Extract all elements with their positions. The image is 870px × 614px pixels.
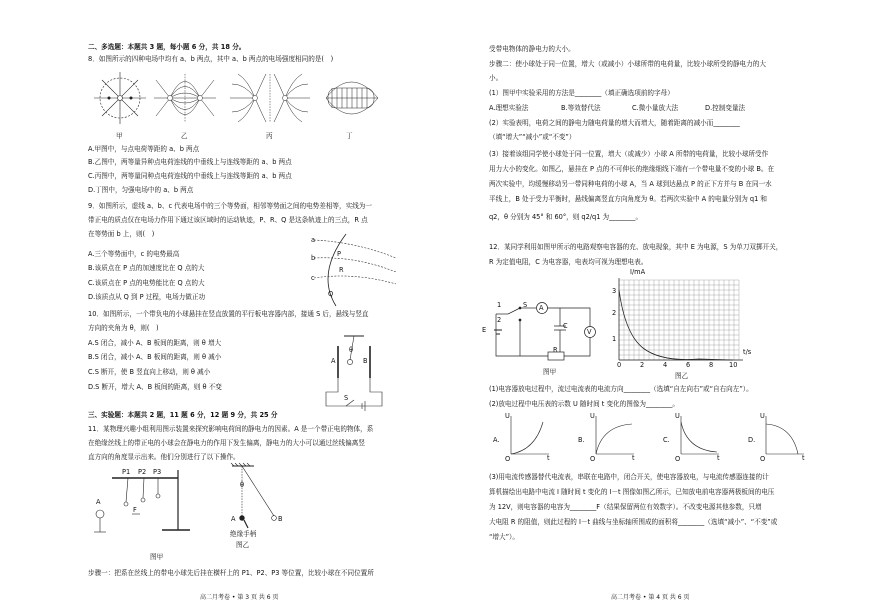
q11-step1: 步骤一：把系在丝线上的带电小球先后挂在横杆上的 P1、P2、P3 等位置，比较小球在不同位置所 — [88, 569, 374, 577]
q10-stem-1: 10．如图所示，一个带负电的小球悬挂在竖直放置的平行板电容器内部，接通 S 后，悬线与竖直 — [88, 310, 369, 318]
q11-stem-2: 在绝缘丝线上的带正电的小球会在静电力的作用下发生偏离，静电力的大小可以通过丝线偏离竖 — [88, 439, 365, 447]
circuit-label-e: E — [482, 326, 487, 334]
q11-fig1-caption: 图甲 — [150, 553, 164, 561]
q9-letter-a: a — [311, 236, 316, 244]
q9-option-a: A.三个等势面中，c 的电势最高 — [88, 250, 180, 258]
q8-label-jia: 甲 — [116, 132, 123, 140]
section3-title: 三、实验题：本题共 2 题，11 题 6 分，12 题 9 分，共 25 分 — [88, 411, 278, 419]
q10-letter-s: S — [344, 394, 349, 402]
q12-stem-1: 12．某同学利用如图甲所示的电路观察电容器的充、放电现象，其中 E 为电源，S 为单刀双掷开关， — [489, 243, 783, 251]
q11-2-line-2: （填“增大”“减小”或“不变”） — [489, 133, 576, 141]
q12-3-line-4: 大电阻 R 的阻值，则此过程的 I－t 曲线与坐标轴所围成的面积将________（选填“减小”、“不变”或 — [489, 518, 778, 526]
circuit-label-s: S — [523, 301, 528, 309]
q11-3-line-2: 用力大小的变化。如图乙，悬挂在 P 点的不可伸长的绝缘细线下端有一个带电量不变的小球 B。在 — [489, 165, 775, 173]
q12-2: (2)放电过程中电压表的示数 U 随时间 t 变化的图像为________。 — [489, 400, 679, 408]
graph-x-tick-10: 10 — [729, 361, 738, 369]
q9-letter-r: R — [339, 266, 344, 274]
uplot-d-o: O — [760, 455, 766, 463]
q10-letter-b: B — [363, 357, 368, 365]
q11-3-line-1: (3）接着该组同学使小球处于同一位置，增大（或减少）小球 A 所带的电荷量，比较小球所受作 — [489, 150, 769, 158]
q9-option-d: D.该质点从 Q 到 P 过程，电场力做正功 — [88, 293, 206, 301]
q11-fig1-p3: P3 — [153, 468, 162, 476]
circuit-label-1: 1 — [497, 301, 502, 309]
q11-1-option-b: B.等效替代法 — [561, 104, 601, 112]
uplot-c — [663, 412, 723, 464]
q9-stem-3: 在等势面 b 上，则( ) — [88, 230, 155, 238]
q11-1-option-a: A.理想实验法 — [489, 104, 529, 112]
q11-stem-1: 11．某物理兴趣小组利用图示装置来探究影响电荷间的静电力的因素。A 是一个带正电的物体，系 — [88, 425, 374, 433]
q9-option-b: B.该质点在 P 点的加速度比在 Q 点的大 — [88, 264, 205, 272]
q11-fig1-f: F — [133, 506, 137, 514]
q11-3-line-4: 平线上，B 处于受力平衡时，悬线偏离竖直方向角度为 θ。若两次实验中 A 的电量分别为 q1 和 — [489, 195, 767, 203]
q10-stem-2: 方向的夹角为 θ，则( ) — [88, 324, 159, 332]
graph-x-tick-2: 2 — [640, 361, 645, 369]
q9-letter-c: c — [311, 274, 315, 282]
q9-stem-1: 9．如图所示，虚线 a、b、c 代表电场中的三个等势面，相邻等势面之间的电势差相等，实线为一 — [88, 202, 372, 210]
circuit-label-v: V — [587, 328, 592, 336]
q11-step2-1: 步骤二：使小球处于同一位置，增大（或减小）小球所带的电荷量，比较小球所受的静电力的大 — [489, 60, 766, 68]
q10-letter-a: A — [331, 357, 336, 365]
q12-3-line-2: 算机描绘出电路中电流 I 随时间 t 变化的 I－t 图像如图乙所示，已知放电前电容器两极板间的电压 — [489, 488, 775, 496]
uplot-a-t: t — [547, 454, 550, 462]
uplot-d-letter: D. — [748, 436, 756, 444]
q8-option-a: A.甲图中，与点电荷等距的 a、b 两点 — [88, 145, 200, 153]
q8-fig-jia — [94, 72, 146, 124]
q10-figure — [318, 334, 390, 412]
graph-y-tick-3: 3 — [612, 287, 617, 295]
graph-x-tick-4: 4 — [663, 361, 668, 369]
uplot-b — [578, 412, 638, 464]
circuit-label-a: A — [539, 304, 544, 312]
q11-2-line-1: (2）实验表明，电荷之间的静电力随电荷量的增大而增大，随着距离的减小而________ — [489, 119, 740, 127]
graph-y-tick-1: 1 — [612, 335, 617, 343]
uplot-b-t: t — [632, 454, 635, 462]
q12-circuit — [490, 300, 602, 366]
graph-x-tick-8: 8 — [709, 361, 714, 369]
q8-option-d: D.丁图中，匀强电场中的 a、b 两点 — [88, 186, 194, 194]
graph-xlabel: t/s — [743, 348, 752, 356]
q11-fig2-theta: θ — [240, 481, 245, 489]
q9-option-c: C.该质点在 P 点的电势能比在 Q 点的大 — [88, 279, 205, 287]
q12-3-line-1: (3)用电流传感器替代电流表，串联在电路中，闭合开关，使电容器放电，与电流传感器连接的计 — [489, 473, 769, 481]
q11-1-option-d: D.控制变量法 — [705, 104, 746, 112]
uplot-d-t: t — [802, 454, 805, 462]
graph-ylabel: I/mA — [630, 268, 646, 276]
q9-stem-2: 带正电的质点仅在电场力作用下通过该区域时的运动轨迹，P、R、Q 是这条轨迹上的三点，R 点 — [88, 216, 368, 224]
q11-fig2-a: A — [231, 515, 236, 523]
q11-stem-3: 直方向的角度显示出来。他们分别进行了以下操作。 — [88, 453, 240, 461]
q11-fig2-b: B — [278, 515, 283, 523]
q12-1: (1)电容器放电过程中，流过电流表的电流方向________（选填“自左向右”或“自右向左”）。 — [489, 385, 753, 393]
graph-x-tick-6: 6 — [686, 361, 691, 369]
q8-fig-yi — [154, 74, 216, 122]
q11-cont-line: 受带电物体的静电力的大小。 — [489, 45, 575, 53]
right-footer: 高二月考卷 • 第 4 页 共 6 页 — [611, 594, 690, 601]
q11-fig2-caption: 图乙 — [236, 541, 250, 549]
uplot-c-t: t — [717, 454, 720, 462]
q11-1: (1）图甲中实验采用的方法是________（填正确选项前的字母） — [489, 89, 674, 97]
q11-step2-2: 小。 — [489, 74, 503, 82]
q8-option-b: B.乙图中，两等量异种点电荷连线的中垂线上与连线等距的 a、b 两点 — [88, 158, 292, 166]
graph-caption: 图乙 — [675, 372, 689, 380]
q10-option-a: A.S 闭合，减小 A、B 板间的距离，则 θ 增大 — [88, 339, 222, 347]
q11-fig1-a: A — [96, 498, 101, 506]
uplot-a-u: U — [505, 412, 510, 420]
left-footer: 高二月考卷 • 第 3 页 共 6 页 — [200, 594, 279, 601]
q12-it-graph — [603, 272, 753, 372]
q10-option-c: C.S 断开，使 B 竖直向上移动，则 θ 减小 — [88, 368, 211, 376]
uplot-b-letter: B. — [578, 436, 585, 444]
q11-3-line-3: 两次实验中，均缓慢移动另一带同种电荷的小球 A，当 A 球到达悬点 P 的正下方并与 B 在同一水 — [489, 180, 772, 188]
q8-stem: 8．如图所示的四种电场中均有 a、b 两点，其中 a、b 两点的电场强度相同的是( ) — [88, 55, 334, 63]
graph-y-tick-2: 2 — [612, 309, 617, 317]
q9-letter-p: P — [337, 250, 341, 258]
section2-title: 二、多选题：本题共 3 题，每小题 6 分，共 18 分。 — [88, 43, 246, 51]
uplot-b-u: U — [590, 412, 595, 420]
circuit-caption: 图甲 — [543, 368, 557, 376]
uplot-a — [493, 412, 553, 464]
uplot-d — [748, 412, 808, 464]
uplot-c-letter: C. — [663, 436, 670, 444]
uplot-c-o: O — [675, 455, 681, 463]
q8-fig-ding — [326, 82, 378, 114]
uplot-a-o: O — [505, 455, 511, 463]
circuit-label-c: C — [563, 322, 568, 330]
q12-3-line-5: “增大”）。 — [489, 533, 519, 541]
q11-fig2-annot: 绝缘手柄 — [230, 530, 257, 538]
uplot-c-u: U — [675, 412, 680, 420]
q11-3-line-5: q2，θ 分别为 45° 和 60°，则 q2/q1 为________。 — [489, 213, 643, 221]
q11-fig2 — [226, 462, 296, 532]
circuit-label-2: 2 — [497, 316, 502, 324]
right-page — [435, 0, 870, 614]
q10-letter-theta: θ — [349, 346, 354, 354]
q8-label-yi: 乙 — [181, 132, 188, 140]
graph-x-tick-0: 0 — [617, 361, 622, 369]
q9-letter-b: b — [311, 254, 316, 262]
circuit-label-r: R — [553, 346, 558, 354]
uplot-d-u: U — [760, 412, 765, 420]
q11-1-option-c: C.微小量放大法 — [632, 104, 679, 112]
q12-stem-2: R 为定值电阻，C 为电容器，电表均可视为理想电表。 — [489, 258, 648, 266]
q8-fig-bing — [230, 74, 310, 122]
q8-label-ding: 丁 — [346, 132, 353, 140]
q8-label-bing: 丙 — [266, 132, 273, 140]
q10-option-d: D.S 断开，增大 A、B 板间的距离，则 θ 不变 — [88, 383, 222, 391]
q12-3-line-3: 为 12V，则电容器的电容为________F（结果保留两位有效数字）。不改变电源其他参数，只增 — [489, 503, 762, 511]
q11-fig1-p2: P2 — [138, 468, 147, 476]
q11-fig1-p1: P1 — [122, 468, 131, 476]
q9-letter-q: Q — [328, 290, 334, 298]
q8-figures — [90, 70, 380, 130]
q8-option-c: C.丙图中，两等量同种点电荷连线的中垂线上与连线等距的 a、b 两点 — [88, 172, 292, 180]
uplot-b-o: O — [590, 455, 596, 463]
uplot-a-letter: A. — [493, 436, 500, 444]
q9-figure — [306, 234, 398, 306]
q10-option-b: B.S 闭合，减小 A、B 板间的距离，则 θ 减小 — [88, 353, 222, 361]
